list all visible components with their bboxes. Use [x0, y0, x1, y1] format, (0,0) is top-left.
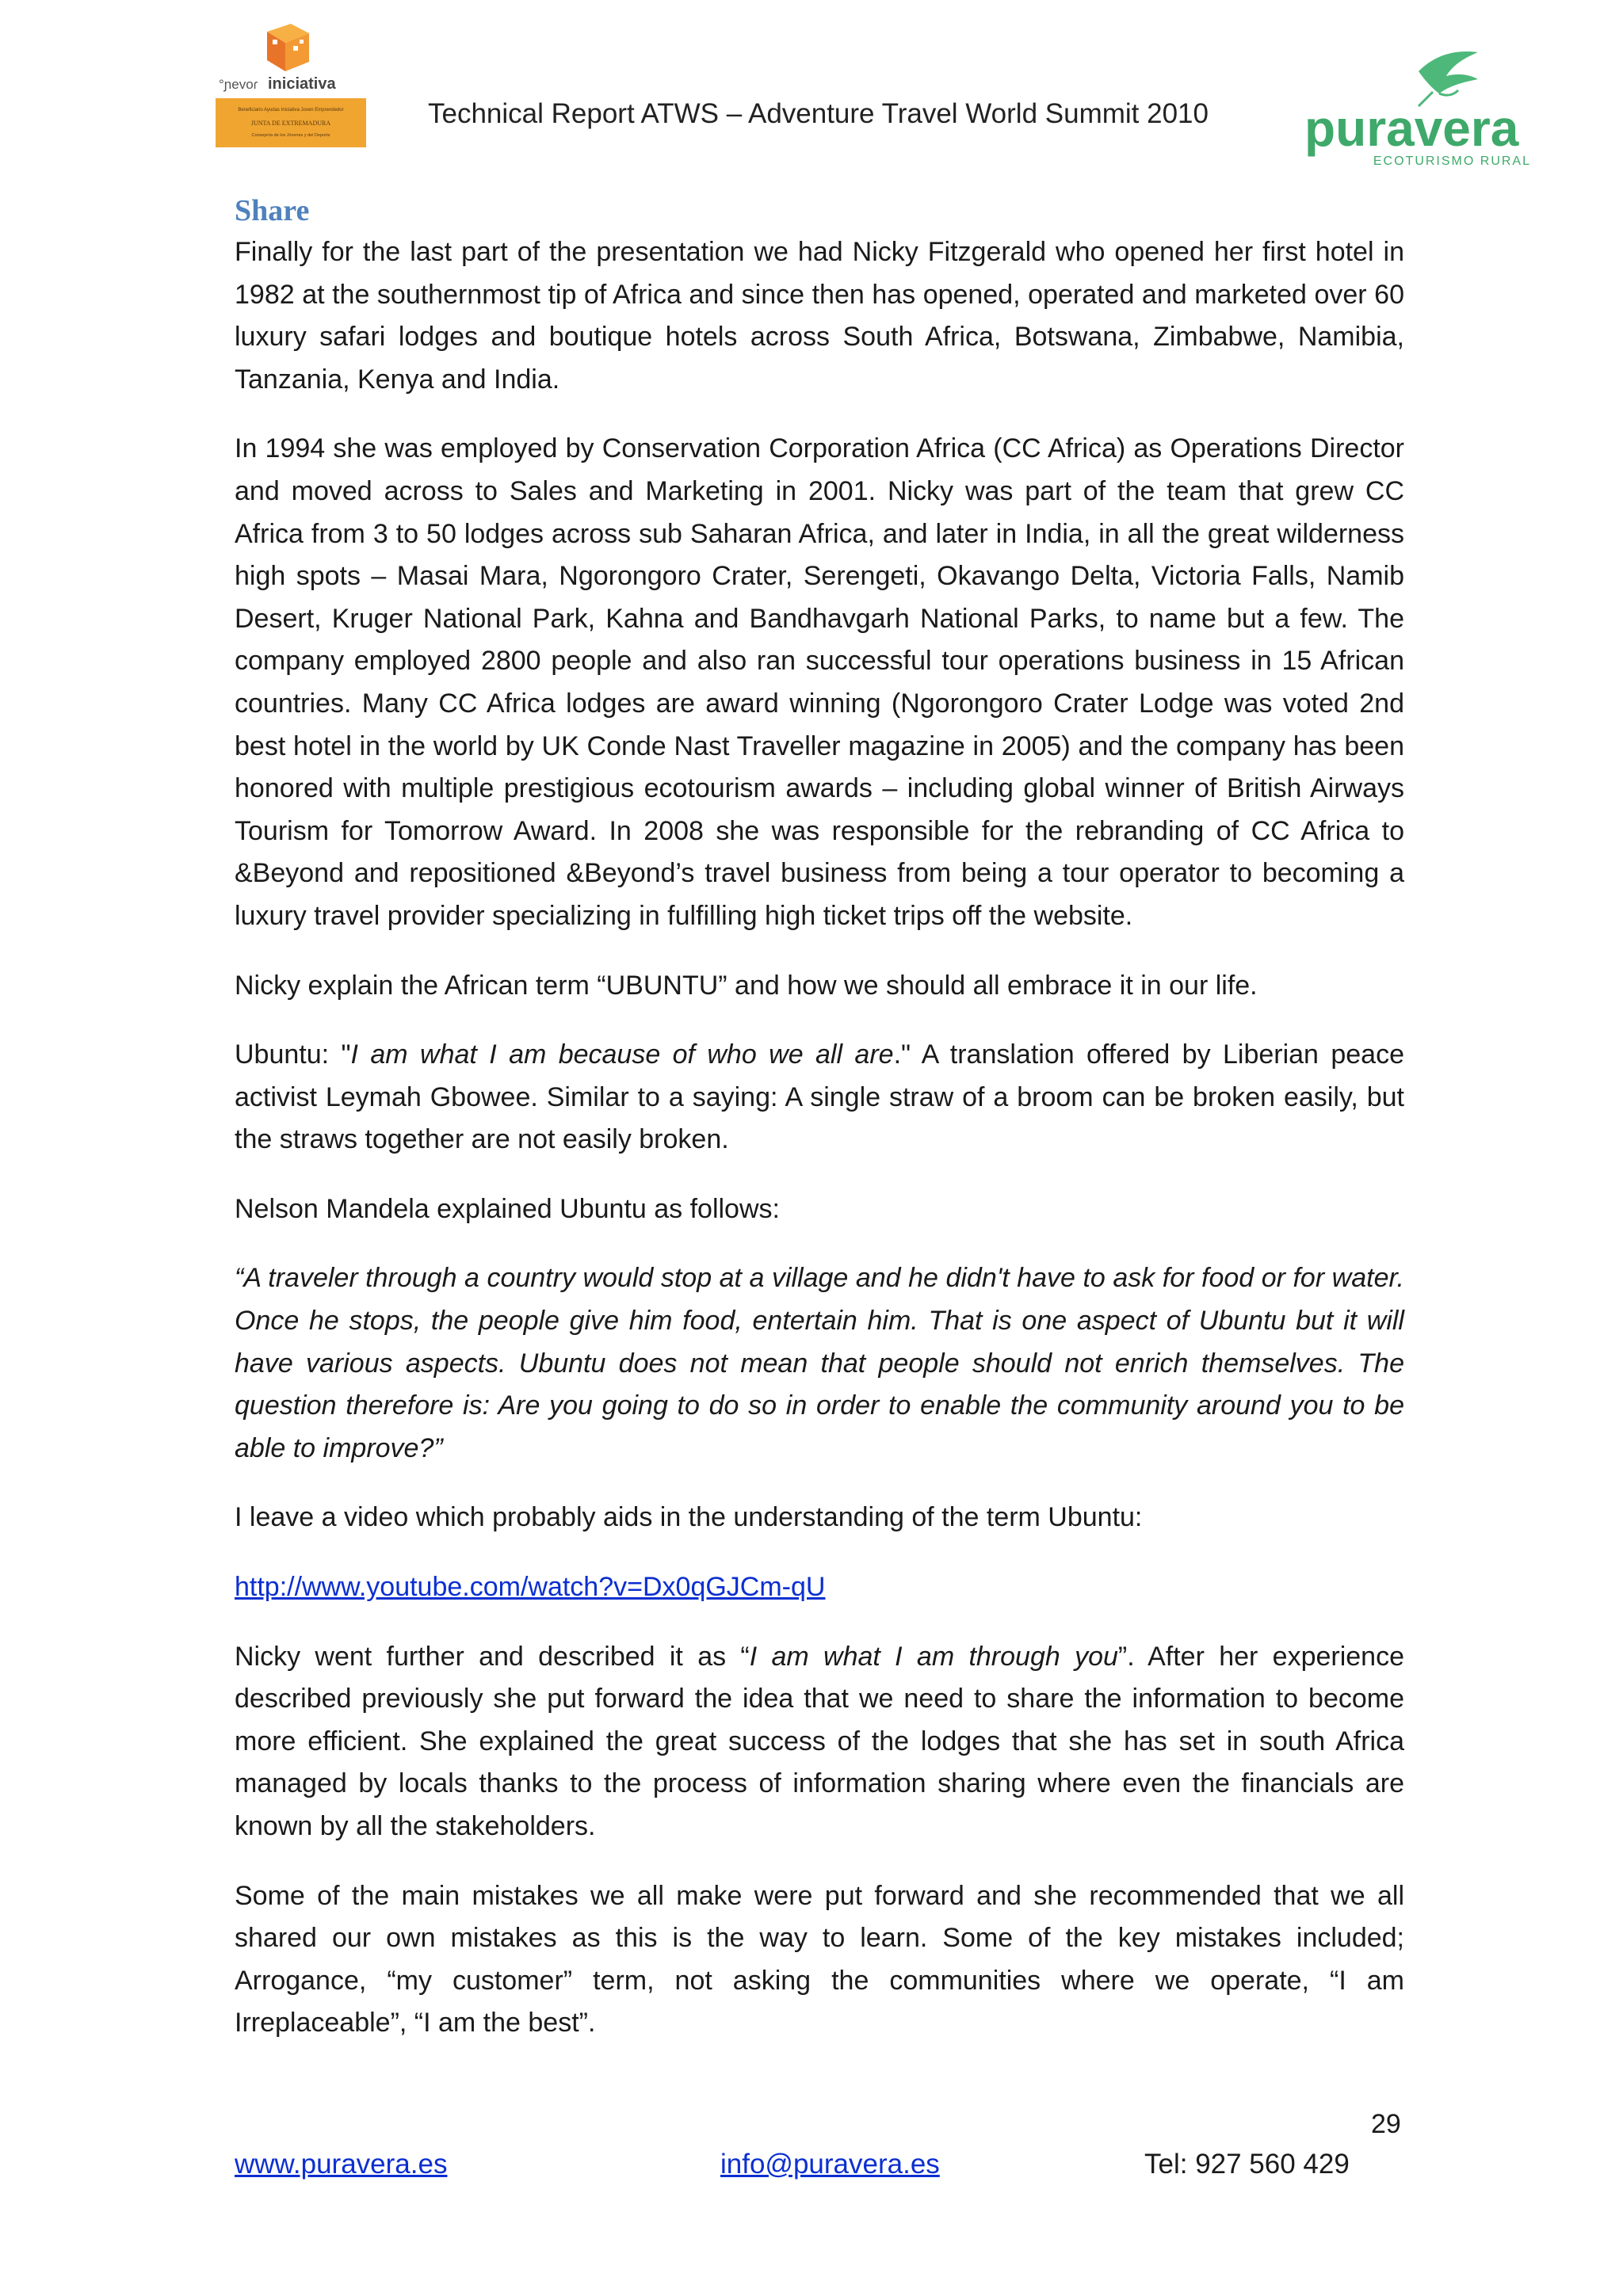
heron-logo-icon	[1300, 48, 1537, 174]
video-link-paragraph	[235, 1566, 1404, 1609]
section-heading: Share	[235, 194, 310, 227]
caption-line1: Beneficiario Ayudas Iniciativa Joven Emprendedor	[238, 108, 344, 113]
mandela-quote: “A traveler through a country would stop at a village and he didn't have to ask for food or for water. Once he stops, the people give him food, entertain him. That is one aspect of Ubuntu but it will have various aspects. Ubuntu does not mean that people should not enrich themselves. The question therefore is: Are you going to do so in order to enable the community around you to be able to improve?”	[235, 1263, 1404, 1463]
paragraph-intro: Finally for the last part of the presentation we had Nicky Fitzgerald who opened her first hotel in 1982 at the southernmost tip of Africa and since then has opened, operated and marketed over 60 luxury safari lodges and boutique hotels across South Africa, Botswana, Zimbabwe, Namibia, Tanzania, Kenya and India.	[235, 237, 1404, 395]
page-number: 29	[1371, 2109, 1401, 2139]
sharing-prefix: Nicky went further and described it as “	[235, 1641, 750, 1672]
sharing-quote: I am what I am through you	[749, 1641, 1118, 1672]
brand-iniciativa: iniciativa	[268, 75, 336, 93]
paragraph-career: In 1994 she was employed by Conservation Corporation Africa (CC Africa) as Operations Director and moved across to Sales and Marketing in 2001. Nicky was part of the team that grew CC Africa from 3 to 50 lodges across sub Saharan Africa, and later in India, in all the great wilderness high spots – Masai Mara, Ngorongoro Crater, Serengeti, Okavango Delta, Victoria Falls, Namib Desert, Kruger National Park, Kahna and Bandhavgarh National Parks, to name but a few. The company employed 2800 people and also ran successful tour operations business in 15 African countries. Many CC Africa lodges are award winning (Ngorongoro Crater Lodge was voted 2nd best hotel in the world by UK Conde Nast Traveller magazine in 2005) and the company has been honored with multiple prestigious ecotourism awards – including global winner of British Airways Tourism for Tomorrow Award. In 2008 she was responsible for the rebranding of CC Africa to &Beyond and repositioned &Beyond’s travel business from being a tour operator to becoming a luxury travel provider specializing in fulfilling high ticket trips off the website.	[235, 433, 1404, 931]
video-link[interactable]: http://www.youtube.com/watch?v=Dx0qGJCm-qU	[235, 1572, 826, 1603]
footer-website-link[interactable]: www.puravera.es	[235, 2149, 448, 2180]
ubuntu-suffix: ." A translation offered by Liberian peace activist Leymah Gbowee. Similar to a saying: A single straw of a broom can be broken easily, but the straws together are not easily broken.	[235, 1039, 1404, 1155]
sharing-suffix: ”. After her experience described previously she put forward the idea that we need to share the information to become more efficient. She explained the great success of the lodges that she has set in south Africa managed by locals thanks to the process of information sharing where even the financials are known by all the stakeholders.	[235, 1641, 1404, 1841]
document-body	[235, 190, 1404, 2072]
puravera-logo	[1300, 48, 1537, 174]
paragraph-ubuntu-term: Nicky explain the African term “UBUNTU” and how we should all embrace it in our life.	[235, 970, 1258, 1001]
joven-iniciativa-logo	[216, 24, 366, 149]
cube-logo-icon	[216, 24, 366, 149]
footer-phone: Tel: 927 560 429	[1144, 2149, 1350, 2180]
paragraph-mandela-intro: Nelson Mandela explained Ubuntu as follows:	[235, 1193, 780, 1224]
paragraph-ubuntu-definition	[235, 1034, 1404, 1161]
ubuntu-prefix: Ubuntu: "	[235, 1039, 351, 1070]
caption-line3: Consejería de los Jóvenes y del Deporte	[251, 133, 330, 138]
brand-tagline: ECOTURISMO RURAL	[1373, 154, 1531, 168]
brand-puravera: puravera	[1304, 100, 1519, 157]
brand-joven: °ɲevoɾ	[219, 77, 258, 92]
ubuntu-quote: I am what I am because of who we all are	[350, 1039, 894, 1070]
footer-email-link[interactable]: info@puravera.es	[720, 2149, 940, 2180]
paragraph-sharing	[235, 1636, 1404, 1848]
report-title: Technical Report ATWS – Adventure Travel World Summit 2010	[428, 98, 1209, 129]
paragraph-mistakes: Some of the main mistakes we all make were put forward and she recommended that we all shared our own mistakes as this is the way to learn. Some of the key mistakes included; Arrogance, “my customer” term, not asking the communities where we operate, “I am Irreplaceable”, “I am the best”.	[235, 1880, 1404, 2039]
paragraph-video-intro: I leave a video which probably aids in the understanding of the term Ubuntu:	[235, 1502, 1143, 1533]
caption-line2: JUNTA DE EXTREMADURA	[250, 120, 331, 127]
